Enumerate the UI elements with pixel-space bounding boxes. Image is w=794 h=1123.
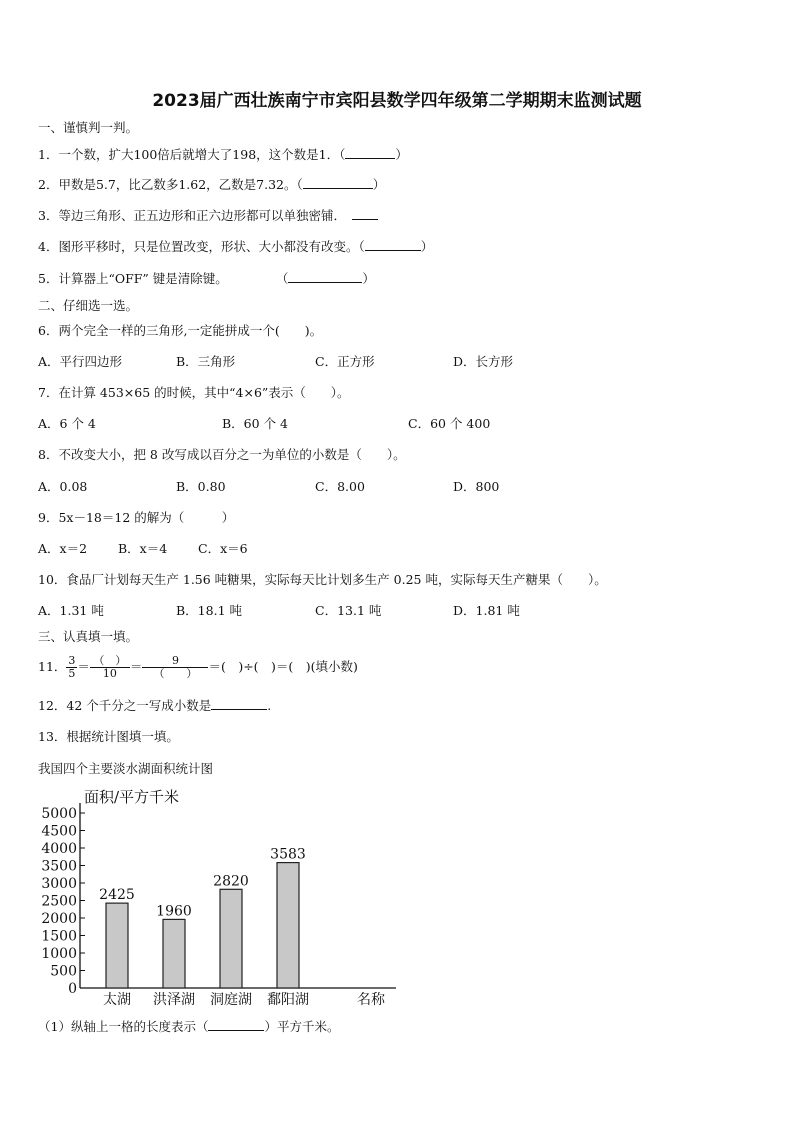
bar-洞庭湖 (220, 889, 242, 988)
answer-blank-4[interactable] (365, 238, 421, 251)
x-tick-label: 太湖 (103, 992, 131, 1008)
y-tick-label: 3500 (41, 858, 77, 875)
question-9: 9．5x－18＝12 的解为（ ） (38, 510, 235, 525)
y-tick-label: 500 (50, 963, 77, 980)
answer-blank-3[interactable] (352, 207, 378, 220)
y-tick-label: 0 (68, 981, 77, 997)
question-3: 3．等边三角形、正五边形和正六边形都可以单独密铺． (38, 207, 378, 225)
y-tick-label: 2500 (41, 893, 77, 910)
question-1: 1．一个数，扩大100倍后就增大了198，这个数是1．（ ） (38, 147, 408, 162)
bar-鄱阳湖 (277, 863, 299, 988)
section-heading-2: 二、仔细选一选。 (38, 298, 139, 313)
question-2: 2．甲数是5.7，比乙数多1.62，乙数是7.32。（ ） (38, 177, 386, 192)
question-6: 6．两个完全一样的三角形,一定能拼成一个( )。 (38, 323, 323, 338)
q10-option-c[interactable]: C．13.1 吨 (315, 603, 382, 618)
answer-blank-13-1[interactable] (208, 1018, 264, 1031)
y-tick-label: 3000 (41, 876, 77, 892)
x-tick-labels (103, 991, 309, 1008)
question-7: 7．在计算 453×65 的时候，其中“4×6”表示（ ）。 (38, 385, 350, 400)
fraction-3-5: $\frac{3}{5}$ (68, 654, 76, 680)
q10-option-b[interactable]: B．18.1 吨 (176, 603, 242, 618)
q8-option-d[interactable]: D．800 (453, 479, 500, 494)
section-heading-3: 三、认真填一填。 (38, 629, 139, 644)
y-axis-label: 面积/平方千米 (84, 788, 180, 806)
bar-value-label: 3583 (270, 846, 306, 863)
x-tick-label: 洞庭湖 (210, 992, 252, 1008)
answer-blank-1[interactable] (345, 146, 395, 159)
bar-value-label: 1960 (156, 903, 192, 920)
q8-option-a[interactable]: A．0.08 (38, 479, 88, 494)
bar-value-label: 2820 (213, 873, 249, 890)
y-tick-label: 4000 (41, 841, 77, 857)
q6-option-c[interactable]: C．正方形 (315, 354, 375, 369)
q10-option-a[interactable]: A．1.31 吨 (38, 603, 104, 618)
fraction-blank-10[interactable]: $\frac{( )}{10}$ (90, 655, 130, 680)
x-axis-label: 名称 (357, 992, 385, 1008)
x-tick-label: 鄱阳湖 (267, 992, 309, 1008)
q9-option-b[interactable]: B．x＝4 (118, 541, 168, 556)
question-5: 5．计算器上“OFF” 键是清除键。 （ ） (38, 271, 375, 286)
fraction-9-blank[interactable]: $\frac{9}{( )}$ (142, 655, 208, 680)
y-tick-label: 1500 (41, 928, 77, 945)
chart-title: 我国四个主要淡水湖面积统计图 (38, 761, 214, 776)
y-tick-label: 5000 (41, 806, 77, 822)
y-tick-label: 4500 (41, 823, 77, 840)
answer-blank-12[interactable] (211, 697, 267, 710)
y-tick-label: 1000 (41, 946, 77, 962)
x-tick-label: 洪泽湖 (153, 992, 195, 1008)
question-10: 10．食品厂计划每天生产 1.56 吨糖果，实际每天比计划多生产 0.25 吨，实际每天生产糖果（ ）。 (38, 572, 607, 587)
q8-option-b[interactable]: B．0.80 (176, 479, 226, 494)
q6-option-b[interactable]: B．三角形 (176, 354, 236, 369)
bar-chart (36, 782, 416, 1014)
q8-option-c[interactable]: C．8.00 (315, 479, 365, 494)
q10-option-d[interactable]: D．1.81 吨 (453, 603, 520, 618)
question-4: 4．图形平移时，只是位置改变，形状、大小都没有改变。（ ） (38, 239, 434, 254)
y-tick-label: 2000 (41, 911, 77, 927)
chart-bars (99, 847, 306, 988)
question-12: 12．42 个千分之一写成小数是 . (38, 698, 272, 713)
q9-option-c[interactable]: C．x＝6 (198, 541, 248, 556)
q7-option-a[interactable]: A．6 个 4 (38, 416, 96, 431)
question-13: 13．根据统计图填一填。 (38, 729, 179, 744)
answer-blank-5[interactable] (288, 270, 362, 283)
q6-option-a[interactable]: A．平行四边形 (38, 354, 123, 369)
q9-option-a[interactable]: A．x＝2 (38, 541, 88, 556)
question-13-part-1: （1）纵轴上一格的长度表示（ ）平方千米。 (38, 1019, 340, 1034)
question-8: 8．不改变大小，把 8 改写成以百分之一为单位的小数是（ ）。 (38, 447, 406, 462)
page-title: 2023届广西壮族南宁市宾阳县数学四年级第二学期期末监测试题 (152, 91, 642, 111)
q7-option-b[interactable]: B．60 个 4 (222, 416, 288, 431)
bar-value-label: 2425 (99, 887, 135, 904)
q6-option-d[interactable]: D．长方形 (453, 354, 514, 369)
y-tick-labels (41, 806, 85, 997)
bar-太湖 (106, 903, 128, 988)
bar-洪泽湖 (163, 919, 185, 988)
answer-blank-2[interactable] (303, 176, 373, 189)
q7-option-c[interactable]: C．60 个 400 (408, 416, 491, 431)
section-heading-1: 一、谨慎判一判。 (38, 120, 139, 135)
question-11: 11． $\frac{3}{5}$ ＝ $\frac{( )}{10}$ ＝ $\frac{9}{( )}$ ＝( )÷( )＝( )(填小数) (38, 654, 358, 680)
